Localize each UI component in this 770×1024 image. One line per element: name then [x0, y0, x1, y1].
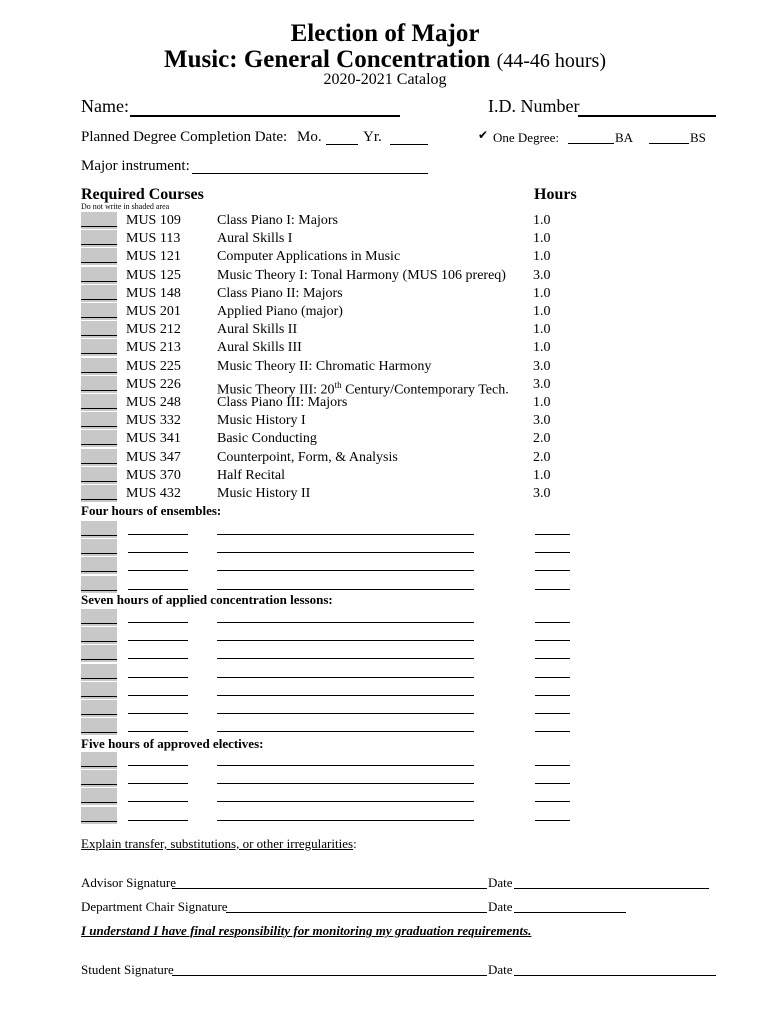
- shaded-cell: [81, 212, 117, 229]
- year-label: Yr.: [363, 129, 382, 145]
- course-code: MUS 332: [126, 413, 181, 429]
- shaded-cell: [81, 339, 117, 356]
- shaded-cell: [81, 700, 117, 717]
- ensemble-course-code-field[interactable]: [128, 552, 188, 553]
- major-instrument-label: Major instrument:: [81, 158, 190, 174]
- course-row: [0, 303, 770, 321]
- course-hours: 1.0: [533, 322, 551, 338]
- course-code: MUS 109: [126, 213, 181, 228]
- shaded-area-note: Do not write in shaded area: [81, 202, 170, 211]
- course-code: MUS 248: [126, 395, 181, 410]
- elective-hours-field[interactable]: [535, 801, 570, 802]
- elective-row: [0, 770, 770, 788]
- course-name-part: Music Theory III: 20: [217, 382, 335, 398]
- concentration-title: Music: General Concentration: [163, 46, 491, 73]
- course-name: Basic Conducting: [217, 431, 317, 447]
- lesson-hours-field[interactable]: [535, 713, 570, 714]
- lesson-course-code-field[interactable]: [128, 731, 188, 732]
- shaded-cell: [81, 358, 117, 375]
- ensemble-course-name-field[interactable]: [217, 552, 474, 553]
- course-name: Computer Applications in Music: [217, 249, 401, 265]
- ensemble-course-name-field[interactable]: [217, 570, 474, 571]
- course-hours: 1.0: [533, 249, 551, 265]
- shaded-cell: [81, 248, 117, 265]
- ba-label: BA: [615, 130, 634, 145]
- course-hours: 1.0: [533, 304, 551, 319]
- shaded-cell: [81, 303, 117, 320]
- lesson-hours-field[interactable]: [535, 677, 570, 678]
- lesson-row: [0, 645, 770, 663]
- month-field[interactable]: [326, 144, 358, 145]
- course-hours: 3.0: [533, 376, 551, 392]
- ensemble-course-name-field[interactable]: [217, 589, 474, 590]
- shaded-cell: [81, 521, 117, 538]
- elective-course-name-field[interactable]: [217, 783, 474, 784]
- course-name: Aural Skills I: [217, 231, 293, 247]
- shaded-cell: [81, 609, 117, 626]
- course-row: [0, 285, 770, 303]
- shaded-cell: [81, 576, 117, 593]
- elective-course-name-field[interactable]: [217, 820, 474, 821]
- course-name: Class Piano II: Majors: [217, 285, 343, 301]
- lesson-hours-field[interactable]: [535, 640, 570, 641]
- shaded-cell: [81, 557, 117, 574]
- chair-date-label: Date: [488, 899, 513, 914]
- ensemble-hours-field[interactable]: [535, 552, 570, 553]
- shaded-cell: [81, 394, 117, 411]
- shaded-cell: [81, 539, 117, 556]
- year-field[interactable]: [390, 144, 428, 145]
- course-code: MUS 341: [126, 431, 181, 447]
- shaded-cell: [81, 485, 117, 502]
- course-name: Music History II: [217, 486, 311, 501]
- lesson-row: [0, 627, 770, 645]
- course-code: MUS 370: [126, 467, 181, 483]
- course-code: MUS 212: [126, 322, 181, 338]
- one-degree-label: One Degree:: [493, 130, 560, 145]
- chair-signature-label: Department Chair Signature: [81, 899, 228, 914]
- elective-course-code-field[interactable]: [128, 783, 188, 784]
- lesson-course-code-field[interactable]: [128, 677, 188, 678]
- course-name: Applied Piano (major): [217, 304, 343, 319]
- course-name: Aural Skills III: [217, 340, 302, 356]
- lesson-row: [0, 609, 770, 627]
- lesson-row: [0, 718, 770, 736]
- name-field[interactable]: [130, 115, 400, 117]
- course-row: [0, 449, 770, 467]
- course-code: MUS 201: [126, 304, 181, 319]
- course-row: [0, 467, 770, 485]
- ensemble-course-code-field[interactable]: [128, 570, 188, 571]
- course-name-sup: th: [334, 379, 342, 390]
- course-code: MUS 225: [126, 358, 181, 374]
- shaded-cell: [81, 230, 117, 247]
- course-hours: 3.0: [533, 413, 551, 429]
- course-row: [0, 248, 770, 266]
- course-hours: 1.0: [533, 231, 551, 247]
- chair-date-field[interactable]: [514, 912, 626, 913]
- advisor-signature-field[interactable]: [172, 888, 487, 889]
- course-row: [0, 321, 770, 339]
- elective-course-code-field[interactable]: [128, 765, 188, 766]
- electives-heading: Five hours of approved electives:: [81, 736, 264, 751]
- elective-course-name-field[interactable]: [217, 801, 474, 802]
- course-hours: 1.0: [533, 213, 551, 228]
- lessons-heading: Seven hours of applied concentration lessons:: [81, 592, 333, 607]
- shaded-cell: [81, 376, 117, 393]
- shaded-cell: [81, 449, 117, 466]
- course-hours: 2.0: [533, 431, 551, 447]
- completion-date-label: Planned Degree Completion Date:: [81, 129, 288, 145]
- course-hours: 1.0: [533, 395, 551, 410]
- name-label: Name:: [81, 96, 129, 116]
- catalog-year: 2020-2021 Catalog: [323, 71, 447, 88]
- bs-label: BS: [690, 130, 706, 145]
- shaded-cell: [81, 267, 117, 284]
- shaded-cell: [81, 321, 117, 338]
- advisor-signature-label: Advisor Signature: [81, 875, 176, 890]
- course-name: Aural Skills II: [217, 322, 298, 338]
- lesson-course-name-field[interactable]: [217, 677, 474, 678]
- course-code: MUS 121: [126, 249, 181, 265]
- lesson-course-name-field[interactable]: [217, 695, 474, 696]
- course-row: [0, 267, 770, 285]
- course-code: MUS 347: [126, 449, 181, 465]
- course-row: [0, 430, 770, 448]
- lesson-hours-field[interactable]: [535, 622, 570, 623]
- elective-course-name-field[interactable]: [217, 765, 474, 766]
- lesson-row: [0, 664, 770, 682]
- ensemble-row: [0, 576, 770, 594]
- lesson-course-code-field[interactable]: [128, 695, 188, 696]
- shaded-cell: [81, 718, 117, 735]
- ensemble-hours-field[interactable]: [535, 570, 570, 571]
- required-courses-heading: Required Courses: [81, 186, 204, 203]
- lesson-course-name-field[interactable]: [217, 640, 474, 641]
- id-number-field[interactable]: [578, 115, 716, 117]
- elective-row: [0, 788, 770, 806]
- lesson-course-code-field[interactable]: [128, 640, 188, 641]
- total-hours: (44-46 hours): [496, 50, 607, 72]
- major-instrument-field[interactable]: [192, 173, 428, 174]
- course-hours: 1.0: [533, 340, 551, 356]
- irregularities-prompt: [81, 836, 357, 852]
- course-hours: 1.0: [533, 285, 551, 301]
- course-code: MUS 125: [126, 267, 181, 283]
- shaded-cell: [81, 645, 117, 662]
- shaded-cell: [81, 627, 117, 644]
- shaded-cell: [81, 412, 117, 429]
- hours-heading: Hours: [534, 186, 577, 203]
- course-row: [0, 230, 770, 248]
- check-icon: ✔: [478, 128, 489, 142]
- student-signature-field[interactable]: [172, 975, 487, 976]
- bs-field[interactable]: [649, 143, 689, 144]
- month-label: Mo.: [297, 129, 322, 145]
- lesson-row: [0, 700, 770, 718]
- course-hours: 3.0: [533, 267, 551, 283]
- lesson-course-code-field[interactable]: [128, 713, 188, 714]
- responsibility-statement: I understand I have final responsibility for monitoring my graduation requirements.: [81, 923, 532, 938]
- shaded-cell: [81, 285, 117, 302]
- ensemble-course-code-field[interactable]: [128, 534, 188, 535]
- course-name: Class Piano III: Majors: [217, 395, 348, 410]
- shaded-cell: [81, 467, 117, 484]
- lesson-row: [0, 682, 770, 700]
- course-row: [0, 339, 770, 357]
- shaded-cell: [81, 807, 117, 824]
- id-label: I.D. Number: [488, 96, 580, 116]
- ensemble-course-name-field[interactable]: [217, 534, 474, 535]
- ensemble-course-code-field[interactable]: [128, 589, 188, 590]
- student-date-label: Date: [488, 962, 513, 977]
- shaded-cell: [81, 770, 117, 787]
- ensemble-row: [0, 539, 770, 557]
- course-hours: 1.0: [533, 467, 551, 483]
- ensemble-hours-field[interactable]: [535, 534, 570, 535]
- course-name: Music Theory I: Tonal Harmony (MUS 106 prereq): [217, 267, 506, 283]
- course-name: Class Piano I: Majors: [217, 213, 338, 228]
- form-title: Election of Major: [290, 20, 480, 47]
- course-name: Half Recital: [217, 467, 286, 483]
- elective-hours-field[interactable]: [535, 765, 570, 766]
- lesson-hours-field[interactable]: [535, 658, 570, 659]
- course-row: [0, 212, 770, 230]
- lesson-course-code-field[interactable]: [128, 622, 188, 623]
- irregularities-label: Explain transfer, substitutions, or other irregularities: [81, 836, 354, 851]
- course-name: Music Theory II: Chromatic Harmony: [217, 358, 432, 374]
- course-name: Music History I: [217, 413, 306, 429]
- course-name: Counterpoint, Form, & Analysis: [217, 449, 398, 465]
- course-code: MUS 113: [126, 231, 181, 247]
- lesson-course-name-field[interactable]: [217, 731, 474, 732]
- course-row: [0, 358, 770, 376]
- student-date-field[interactable]: [514, 975, 716, 976]
- ensemble-hours-field[interactable]: [535, 589, 570, 590]
- shaded-cell: [81, 752, 117, 769]
- course-row: [0, 376, 770, 398]
- course-row: [0, 412, 770, 430]
- shaded-cell: [81, 788, 117, 805]
- advisor-date-label: Date: [488, 875, 513, 890]
- ensemble-row: [0, 521, 770, 539]
- elective-course-code-field[interactable]: [128, 820, 188, 821]
- ba-field[interactable]: [568, 143, 614, 144]
- elective-course-code-field[interactable]: [128, 801, 188, 802]
- course-code: MUS 213: [126, 340, 181, 356]
- course-hours: 3.0: [533, 486, 551, 501]
- shaded-cell: [81, 664, 117, 681]
- course-row: [0, 394, 770, 412]
- student-signature-label: Student Signature: [81, 962, 174, 977]
- course-code: MUS 148: [126, 285, 181, 301]
- elective-row: [0, 752, 770, 770]
- ensemble-row: [0, 557, 770, 575]
- course-hours: 2.0: [533, 449, 551, 465]
- elective-hours-field[interactable]: [535, 820, 570, 821]
- course-hours: 3.0: [533, 358, 551, 374]
- chair-signature-field[interactable]: [226, 912, 487, 913]
- ensembles-heading: Four hours of ensembles:: [81, 503, 222, 518]
- irregularities-colon: :: [353, 836, 357, 851]
- course-row: [0, 485, 770, 503]
- elective-row: [0, 807, 770, 825]
- lesson-course-name-field[interactable]: [217, 713, 474, 714]
- shaded-cell: [81, 430, 117, 447]
- lesson-course-name-field[interactable]: [217, 658, 474, 659]
- lesson-hours-field[interactable]: [535, 731, 570, 732]
- advisor-date-field[interactable]: [514, 888, 709, 889]
- course-code: MUS 432: [126, 486, 181, 501]
- lesson-course-code-field[interactable]: [128, 658, 188, 659]
- shaded-cell: [81, 682, 117, 699]
- elective-hours-field[interactable]: [535, 783, 570, 784]
- lesson-hours-field[interactable]: [535, 695, 570, 696]
- course-name-part: Century/Contemporary Tech.: [341, 382, 509, 398]
- lesson-course-name-field[interactable]: [217, 622, 474, 623]
- course-code: MUS 226: [126, 376, 181, 392]
